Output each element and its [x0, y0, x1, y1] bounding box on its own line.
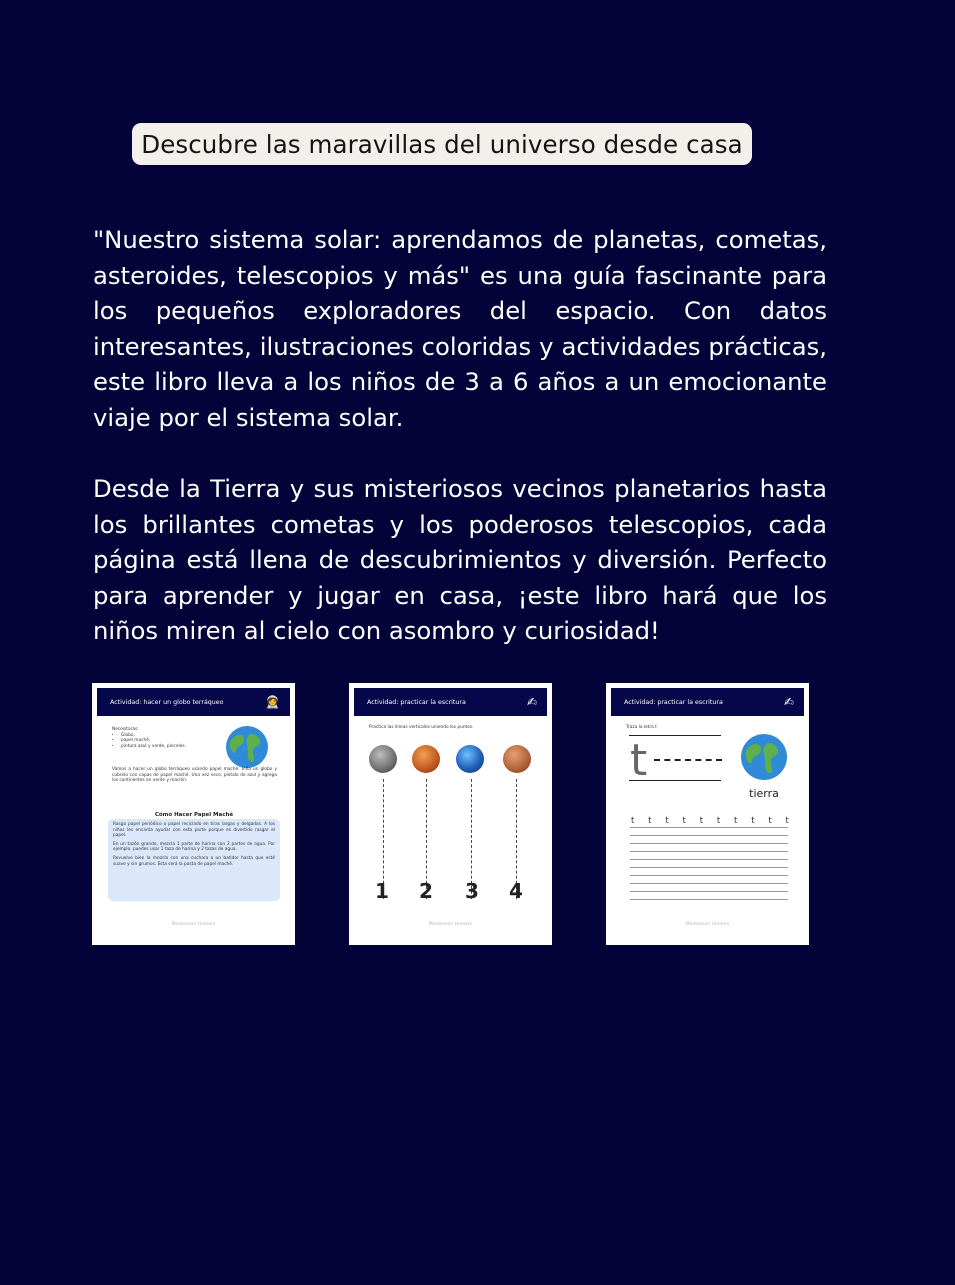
writing-line: [630, 899, 788, 900]
trace-letter-small: t: [768, 816, 772, 826]
instruction-text: Traza la letra t: [626, 725, 657, 730]
footer-brand: Montessori Homers: [685, 922, 730, 927]
trace-letter-small: t: [665, 816, 669, 826]
trace-letter-small: t: [785, 816, 789, 826]
description-paragraph-1: "Nuestro sistema solar: aprendamos de planetas, cometas, asteroides, telescopios y más" es una guía fascinante para los pequeños exploradores del espacio. Con datos interesantes, ilustraciones coloridas y actividades prácticas, este libro lleva a los niños de 3 a 6 años a un emocionante viaje por el sistema solar.: [93, 225, 827, 432]
card-header: [97, 688, 290, 716]
writing-line: [630, 875, 788, 876]
box-paragraph: Rasga papel periódico o papel reciclado en tiras largas y delgadas. A los niños les encanta ayudar con esta parte porque es divertido rasgar el papel.: [113, 822, 275, 839]
materials-label: Necesitarás:: [112, 727, 139, 732]
trace-letter-small: t: [648, 816, 652, 826]
materials-list: [112, 727, 222, 749]
writing-line: [630, 891, 788, 892]
trace-letter-small: t: [734, 816, 738, 826]
card-header: [354, 688, 547, 716]
trace-letter-small: t: [631, 816, 635, 826]
card-title: Actividad: practicar la escritura: [367, 698, 466, 706]
writing-line: [630, 827, 788, 828]
trace-letter-small: t: [716, 816, 721, 826]
writing-hand-icon: ✍: [526, 695, 537, 709]
writing-hand-icon: ✍: [783, 695, 794, 709]
box-title: Cómo Hacer Papel Maché: [154, 812, 234, 818]
trace-letter-small: t: [682, 816, 686, 826]
earth-globe-icon: [740, 733, 788, 781]
footer-brand: Montessori Homers: [428, 922, 473, 927]
number-4: 4: [509, 879, 523, 903]
number-1: 1: [375, 879, 389, 903]
list-item: • pintura azul y verde, pinceles.: [121, 744, 222, 750]
trace-row: [631, 816, 789, 826]
number-3: 3: [465, 879, 479, 903]
earth-icon: [456, 745, 484, 773]
card-title: Actividad: practicar la escritura: [624, 698, 723, 706]
astronaut-icon: 🧑‍🚀: [265, 695, 280, 709]
trace-letter: t: [630, 735, 648, 786]
box-paragraph: Revuelve bien la mezcla con una cuchara o un batidor hasta que esté suave y sin grumos. Esta será la pasta de papel maché.: [113, 855, 275, 867]
card-title: Actividad: hacer un globo terráqueo: [110, 698, 224, 706]
dashed-guide: [654, 759, 722, 761]
list-item: • Globo,: [121, 733, 222, 739]
writing-line: [630, 843, 788, 844]
preview-page-letter-t[interactable]: [606, 683, 809, 945]
venus-icon: [503, 745, 531, 773]
footer-brand: Montessori Homers: [171, 922, 216, 927]
writing-line: [630, 835, 788, 836]
description-paragraph-2: Desde la Tierra y sus misteriosos vecinos planetarios hasta los brillantes cometas y los poderosos telescopios, cada página está llena de descubrimientos y diversión. Perfecto para aprender y jugar en casa, ¡este libro hará que los niños miren al cielo con asombro y curiosidad!: [93, 474, 827, 645]
writing-line: [630, 859, 788, 860]
earth-globe-icon: [225, 725, 269, 769]
word-label: tierra: [749, 787, 779, 800]
writing-line: [630, 883, 788, 884]
writing-line: [630, 851, 788, 852]
card-header: [611, 688, 804, 716]
intro-text: Vamos a hacer un globo terráqueo usando papel maché. Infla un globo y cúbrelo con capas de papel maché. Una vez seco, píntalo de azul y agrega los continentes en verde y marrón.: [112, 767, 277, 784]
number-2: 2: [419, 879, 433, 903]
banner: Descubre las maravillas del universo desde casa: [132, 123, 752, 165]
trace-letter-small: t: [751, 816, 755, 826]
instructions-box: [108, 819, 280, 901]
preview-page-vertical-lines[interactable]: [349, 683, 552, 945]
mars-icon: [412, 745, 440, 773]
preview-page-globe[interactable]: [92, 683, 295, 945]
trace-letter-small: t: [699, 816, 704, 826]
instruction-text: Practica las líneas verticales uniendo los puntos.: [369, 725, 474, 730]
box-paragraph: En un tazón grande, mezcla 1 parte de harina con 2 partes de agua. Por ejemplo, puedes usar 1 taza de harina y 2 tazas de agua.: [113, 841, 275, 853]
writing-line: [630, 867, 788, 868]
list-item: • papel maché,: [121, 738, 222, 744]
moon-icon: [369, 745, 397, 773]
